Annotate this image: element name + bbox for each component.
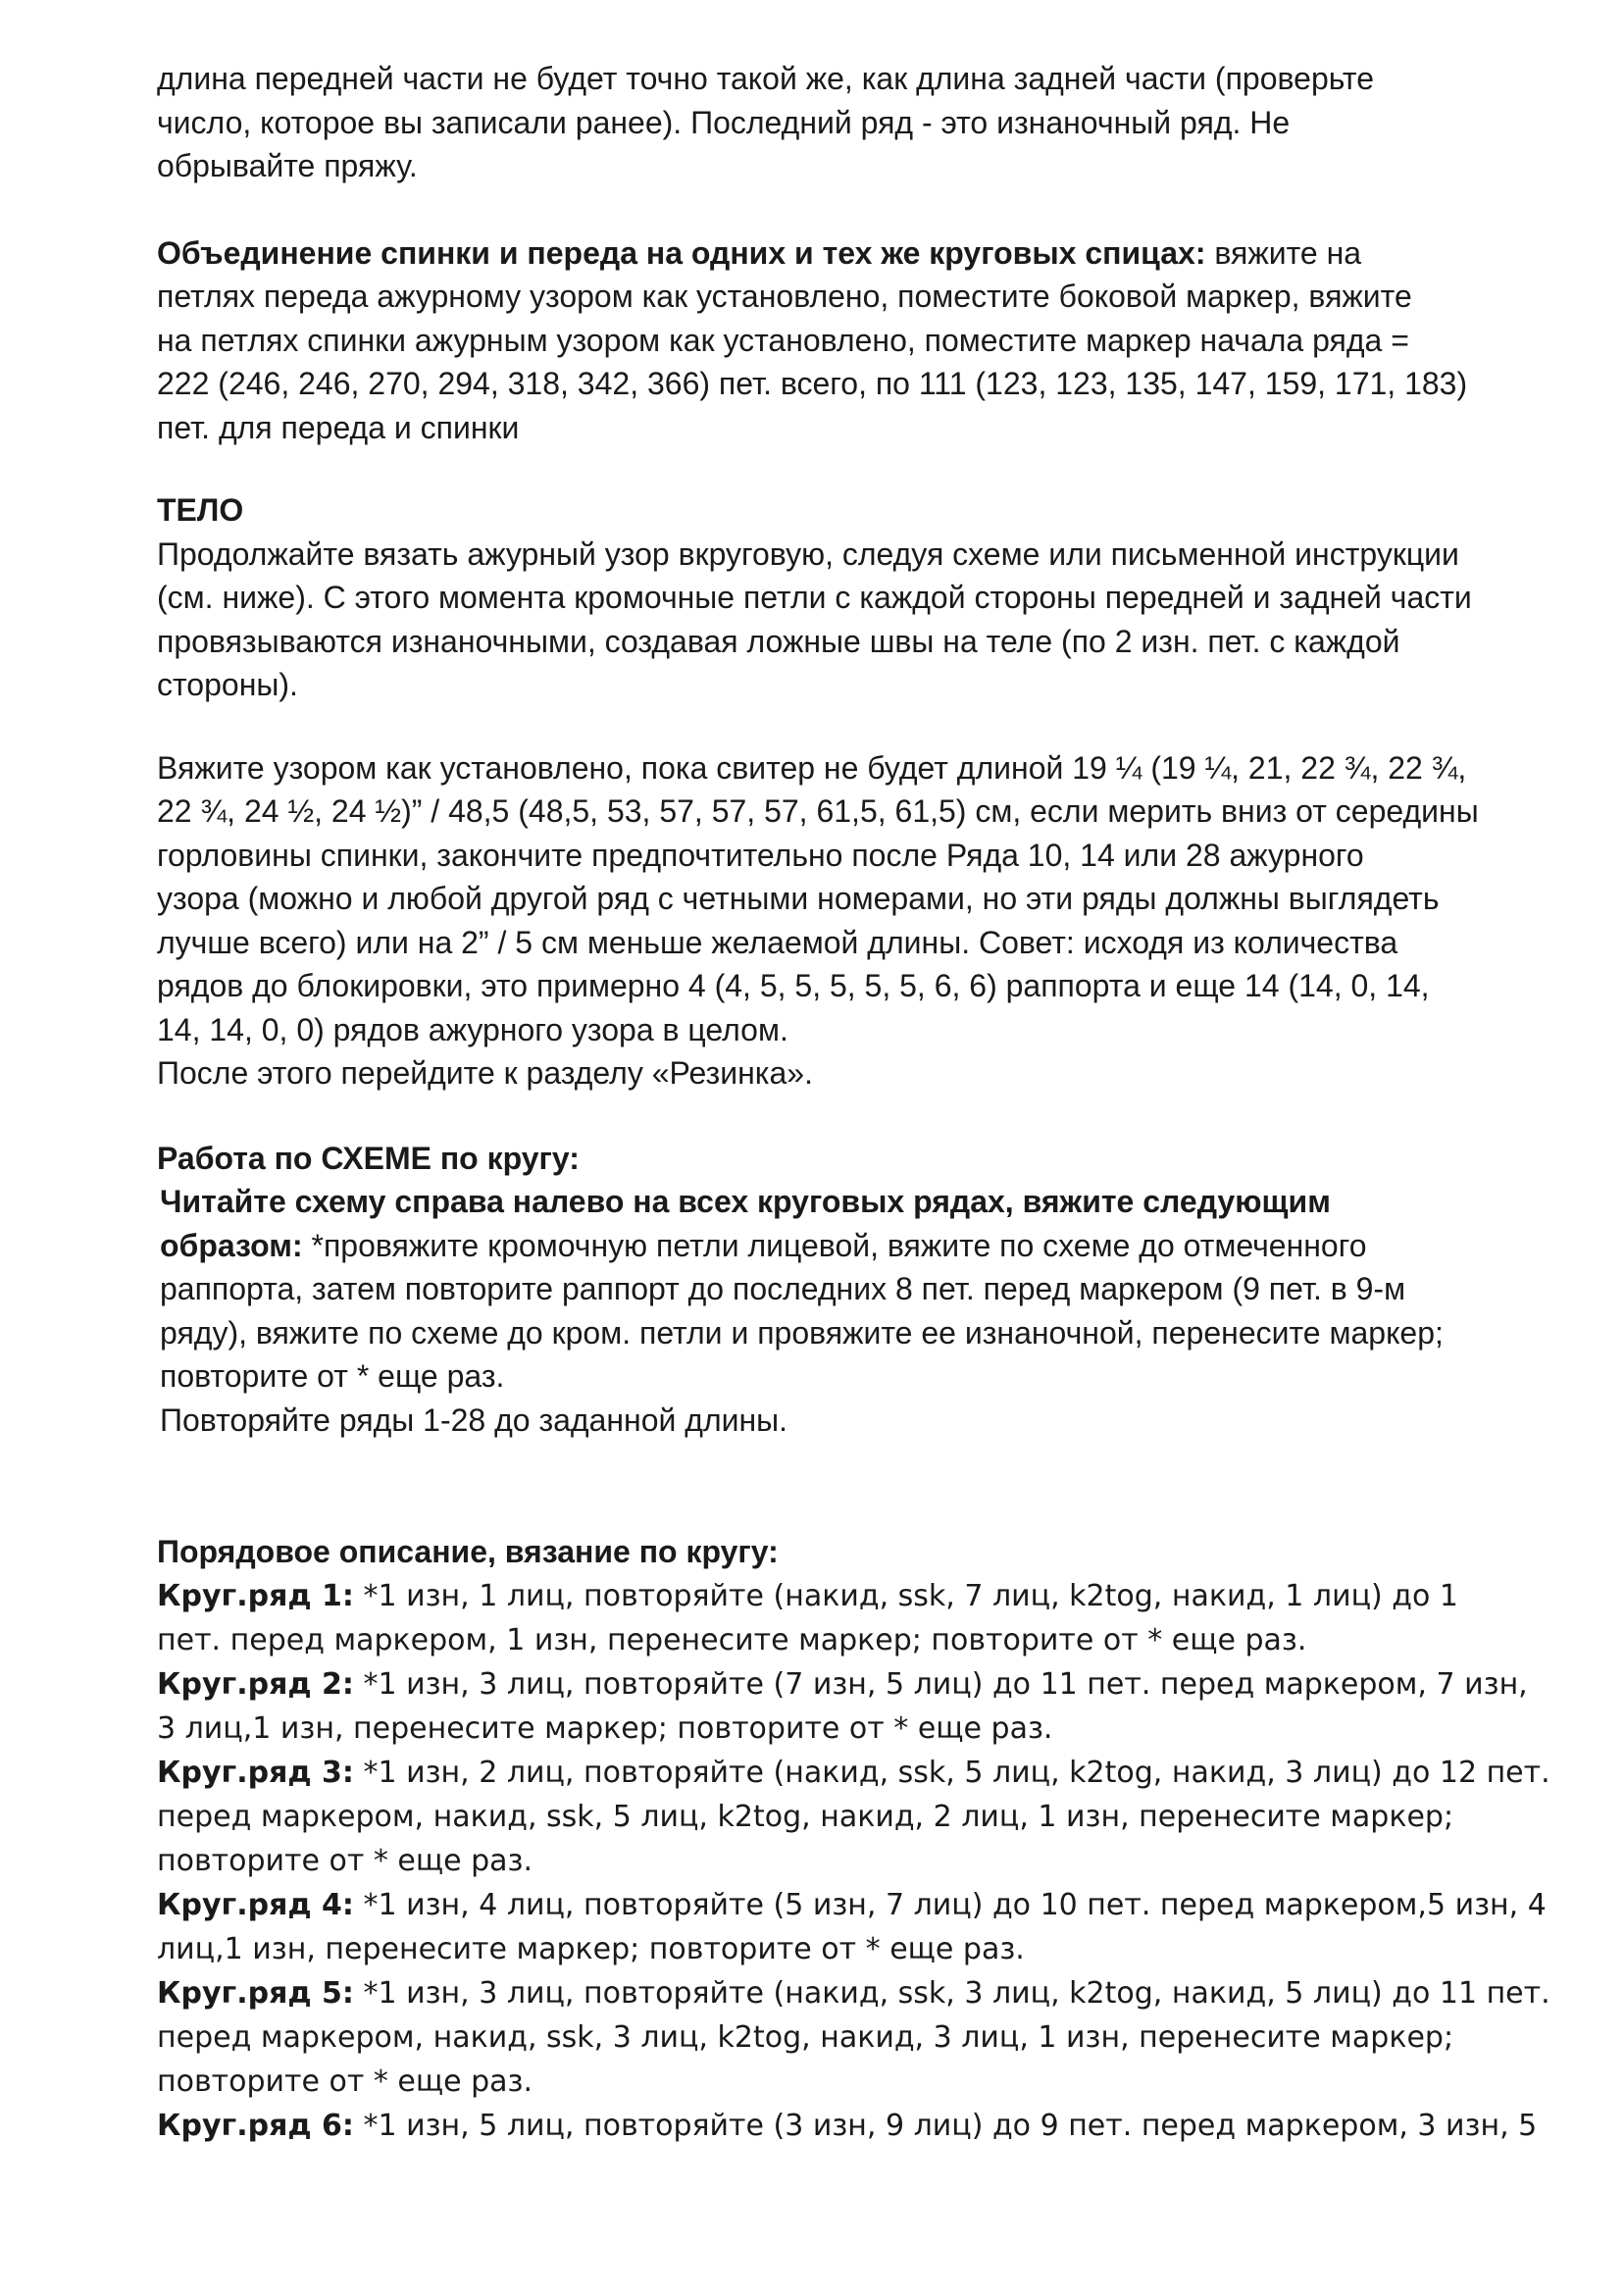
body-length-line: горловины спинки, закончите предпочтительно после Ряда 10, 14 или 28 ажурного [157, 837, 1364, 873]
row-text: *1 изн, 2 лиц, повторяйте (накид, ssk, 5 лиц, k2tog, накид, 3 лиц) до 12 пет. [353, 1755, 1550, 1790]
scheme-bold-start: образом: [160, 1227, 303, 1263]
rows-heading: Порядовое описание, вязание по кругу: [157, 1534, 779, 1569]
row-text: *1 изн, 5 лиц, повторяйте (3 изн, 9 лиц) до 9 пет. перед маркером, 3 изн, 5 [353, 2108, 1538, 2143]
row-text: 3 лиц,1 изн, перенесите маркер; повторите от * еще раз. [157, 1710, 1053, 1746]
row-text: повторите от * еще раз. [157, 1843, 533, 1878]
join-line: 222 (246, 246, 270, 294, 318, 342, 366) пет. всего, по 111 (123, 123, 135, 147, 159, 171, 183) [157, 366, 1468, 401]
scheme-bold-line: Читайте схему справа налево на всех круговых рядах, вяжите следующим [160, 1184, 1331, 1219]
scheme-line: раппорта, затем повторите раппорт до последних 8 пет. перед маркером (9 пет. в 9-м [160, 1271, 1406, 1306]
intro-line: число, которое вы записали ранее). Последний ряд - это изнаночный ряд. Не [157, 104, 1291, 140]
row-item-1 [157, 1574, 1530, 1618]
row-text: *1 изн, 4 лиц, повторяйте (5 изн, 7 лиц) до 10 пет. перед маркером,5 изн, 4 [353, 1887, 1547, 1922]
row-text: лиц,1 изн, перенесите маркер; повторите от * еще раз. [157, 1931, 1025, 1966]
row-text: пет. перед маркером, 1 изн, перенесите маркер; повторите от * еще раз. [157, 1622, 1307, 1657]
scheme-line: повторите от * еще раз. [160, 1358, 505, 1394]
body-line: провязываются изнаночными, создавая ложные швы на теле (по 2 изн. пет. с каждой [157, 623, 1400, 659]
join-first-line [157, 231, 1530, 276]
body-length-line: 14, 14, 0, 0) рядов ажурного узора в целом. [157, 1011, 788, 1047]
scheme-line-rest: *провяжите кромочную петли лицевой, вяжите по схеме до отмеченного [302, 1227, 1367, 1263]
body-line: стороны). [157, 667, 298, 702]
row-label: Круг.ряд 1: [157, 1578, 354, 1613]
row-label: Круг.ряд 2: [157, 1666, 354, 1702]
join-title: Объединение спинки и переда на одних и тех же круговых спицах: [157, 234, 1206, 271]
row-text: *1 изн, 1 лиц, повторяйте (накид, ssk, 7 лиц, k2tog, накид, 1 лиц) до 1 [353, 1578, 1458, 1613]
row-text: *1 изн, 3 лиц, повторяйте (7 изн, 5 лиц) до 11 пет. перед маркером, 7 изн, [353, 1666, 1528, 1702]
row-item-2 [157, 1662, 1530, 1707]
join-paragraph [157, 231, 1530, 450]
body-heading: ТЕЛО [157, 492, 244, 528]
body-length-line: Вяжите узором как установлено, пока свитер не будет длиной 19 ¼ (19 ¼, 21, 22 ¾, 22 ¾, [157, 749, 1467, 786]
body-paragraph [157, 533, 1530, 707]
row-text: перед маркером, накид, ssk, 3 лиц, k2tog, накид, 3 лиц, 1 изн, перенесите маркер; [157, 2019, 1454, 2055]
row-label: Круг.ряд 3: [157, 1755, 354, 1790]
body-length-paragraph [157, 746, 1530, 1096]
body-line: Продолжайте вязать ажурный узор вкруговую, следуя схеме или письменной инструкции [157, 535, 1459, 572]
scheme-paragraph [157, 1180, 1530, 1442]
row-text: перед маркером, накид, ssk, 5 лиц, k2tog, накид, 2 лиц, 1 изн, перенесите маркер; [157, 1799, 1454, 1834]
scheme-line [157, 1224, 1530, 1268]
join-first-line-rest: вяжите на [1205, 234, 1362, 271]
body-length-line: После этого перейдите к разделу «Резинка». [157, 1055, 813, 1091]
join-line: на петлях спинки ажурным узором как установлено, поместите маркер начала ряда = [157, 322, 1409, 358]
document-page [157, 57, 1550, 2148]
row-text: повторите от * еще раз. [157, 2064, 533, 2099]
intro-line: длина передней части не будет точно такой же, как длина задней части (проверьте [157, 61, 1374, 96]
body-length-line: рядов до блокировки, это примерно 4 (4, 5, 5, 5, 5, 5, 6, 6) раппорта и еще 14 (14, 0, 14, [157, 968, 1430, 1003]
rows-list [157, 1574, 1550, 2148]
scheme-line: ряду), вяжите по схеме до кром. петли и провяжите ее изнаночной, перенесите маркер; [160, 1314, 1444, 1351]
scheme-repeat-line: Повторяйте ряды 1-28 до заданной длины. [160, 1402, 788, 1438]
row-text: *1 изн, 3 лиц, повторяйте (накид, ssk, 3 лиц, k2tog, накид, 5 лиц) до 11 пет. [353, 1975, 1550, 2011]
row-label: Круг.ряд 5: [157, 1975, 354, 2011]
body-length-line: 22 ¾, 24 ½, 24 ½)” / 48,5 (48,5, 53, 57, 57, 57, 61,5, 61,5) см, если мерить вниз от середины [157, 793, 1479, 829]
row-label: Круг.ряд 6: [157, 2108, 354, 2143]
intro-line: обрывайте пряжу. [157, 148, 418, 183]
join-line: петлях переда ажурному узором как установлено, поместите боковой маркер, вяжите [157, 279, 1412, 314]
row-item-5 [157, 1971, 1550, 2015]
row-label: Круг.ряд 4: [157, 1887, 354, 1922]
row-item-4 [157, 1883, 1547, 1927]
row-item-3 [157, 1751, 1550, 1795]
body-line: (см. ниже). С этого момента кромочные петли с каждой стороны передней и задней части [157, 580, 1472, 615]
intro-paragraph [157, 57, 1530, 188]
row-item-6 [157, 2104, 1538, 2148]
body-length-line: узора (можно и любой другой ряд с четными номерами, но эти ряды должны выглядеть [157, 881, 1440, 916]
body-length-line: лучше всего) или на 2” / 5 см меньше желаемой длины. Совет: исходя из количества [157, 924, 1398, 960]
scheme-heading: Работа по СХЕМЕ по кругу: [157, 1140, 580, 1176]
join-line: пет. для переда и спинки [157, 409, 520, 445]
